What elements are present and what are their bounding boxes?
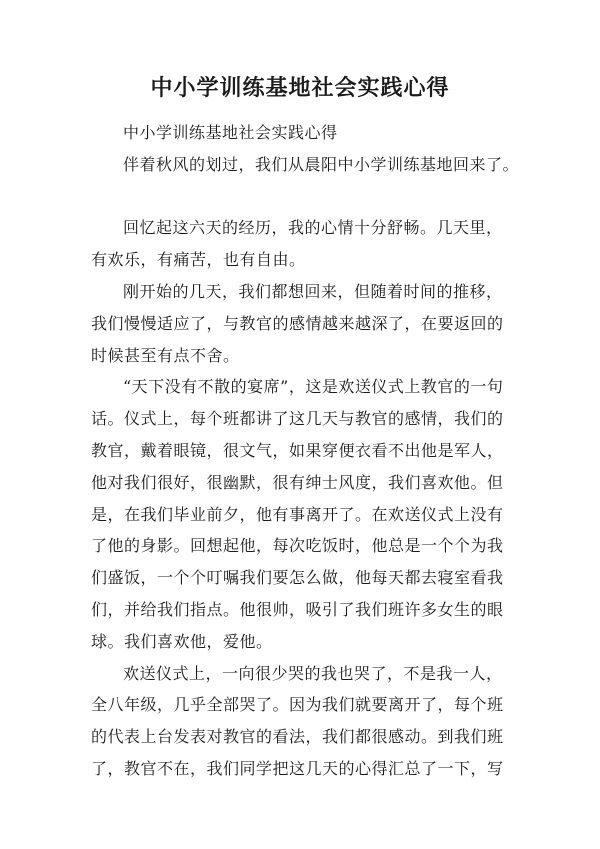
- text-line: 我们慢慢适应了，与教官的感情越来越深了，在要返回的: [91, 313, 504, 333]
- document-body: [91, 117, 520, 785]
- text-line: “天下没有不散的宴席”，这是欢送仪式上教官的一句: [123, 377, 504, 397]
- text-line: 们盛饭，一个个叮嘱我们要怎么做，他每天都去寝室看我: [91, 568, 504, 588]
- text-line: 了他的身影。回想起他，每次吃饭时，他总是一个个为我: [91, 536, 504, 556]
- document-title: 中小学训练基地社会实践心得: [150, 75, 450, 101]
- text-line: 伴着秋风的划过，我们从晨阳中小学训练基地回来了。: [123, 154, 520, 174]
- text-line: 有欢乐，有痛苦，也有自由。: [91, 250, 306, 270]
- text-line: 了，教官不在，我们同学把这几天的心得汇总了一下，写: [91, 758, 504, 778]
- text-line: 欢送仪式上，一向很少哭的我也哭了，不是我一人，: [123, 663, 503, 683]
- text-line: 教官，戴着眼镜，很文气，如果穿便衣看不出他是军人，: [91, 440, 504, 460]
- text-line: 回忆起这六天的经历，我的心情十分舒畅。几天里，: [123, 218, 503, 238]
- text-line: 们，并给我们指点。他很帅，吸引了我们班许多女生的眼: [91, 599, 504, 619]
- text-line: 话。仪式上，每个班都讲了这几天与教官的感情，我们的: [91, 409, 504, 429]
- text-line: 是，在我们毕业前夕，他有事离开了。在欢送仪式上没有: [91, 504, 504, 524]
- text-line: 刚开始的几天，我们都想回来，但随着时间的推移，: [123, 281, 503, 301]
- text-line: 时候甚至有点不舍。: [91, 345, 240, 365]
- blank-line: [91, 181, 511, 213]
- text-line: 全八年级，几乎全部哭了。因为我们就要离开了，每个班: [91, 695, 504, 715]
- text-line: 中小学训练基地社会实践心得: [123, 123, 338, 142]
- text-line: 球。我们喜欢他，爱他。: [91, 631, 273, 651]
- text-line: 他对我们很好，很幽默，很有绅士风度，我们喜欢他。但: [91, 472, 504, 492]
- text-line: 的代表上台发表对教官的看法，我们都很感动。到我们班: [91, 727, 504, 747]
